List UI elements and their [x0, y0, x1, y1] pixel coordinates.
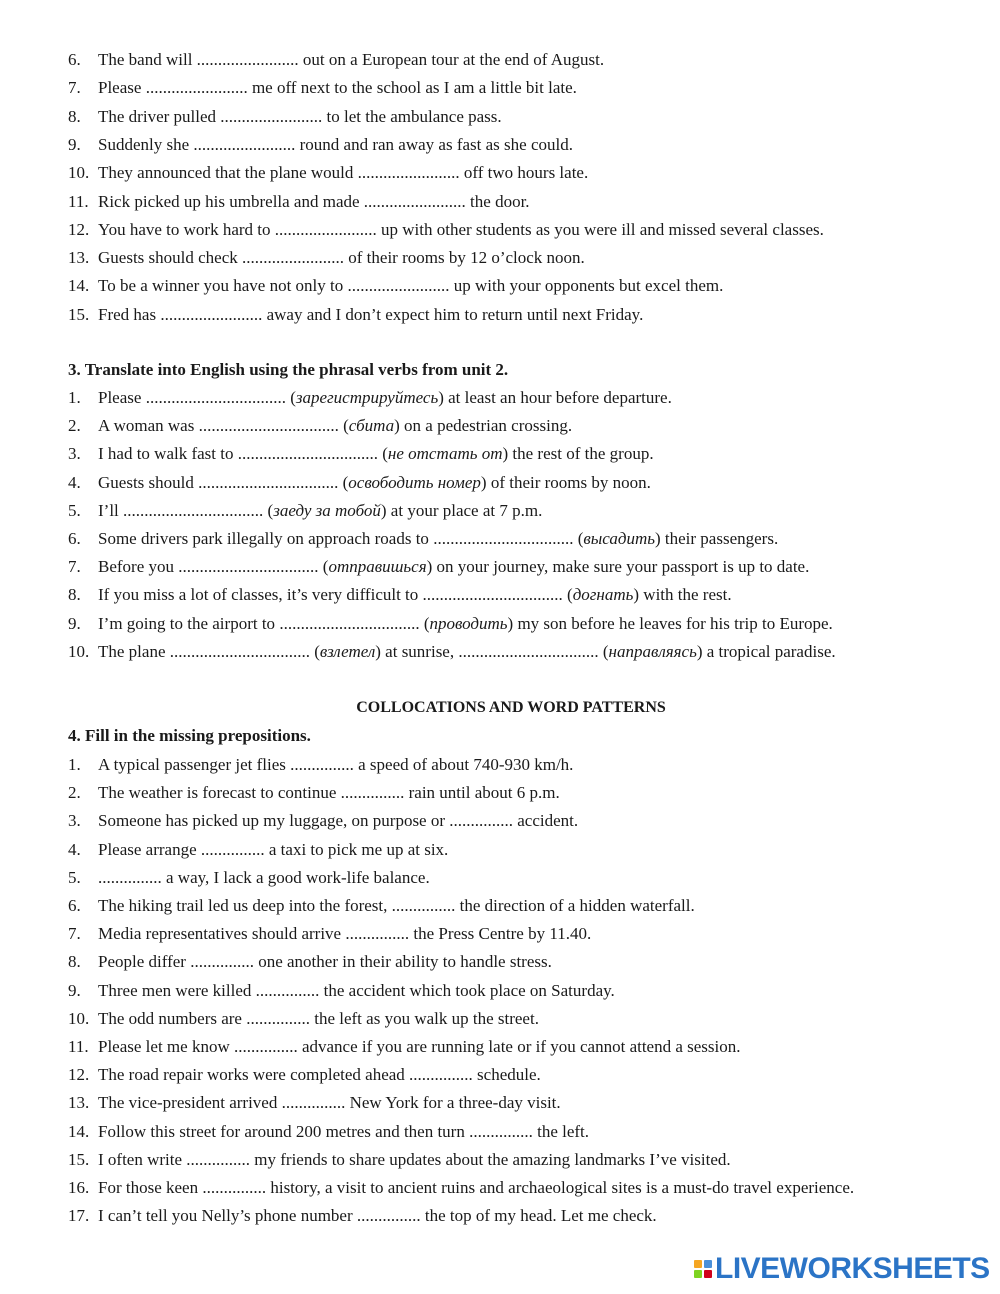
sentence-end: the door.: [465, 191, 530, 211]
russian-hint: отправишься: [328, 557, 427, 577]
sentence-start: A typical passenger jet flies: [98, 755, 291, 774]
item-number: 4.: [68, 839, 81, 859]
sentence-end: away and I don’t expect him to return until next Friday.: [262, 304, 644, 324]
item-text: [98, 1007, 539, 1031]
item-number: 5.: [68, 867, 81, 887]
sentence-start: Please let me know: [98, 1037, 234, 1056]
russian-hint: сбита: [348, 416, 395, 436]
list-item: [68, 48, 970, 72]
answer-blank[interactable]: ...............: [281, 1093, 346, 1113]
list-item: [68, 190, 970, 214]
sentence-end: ) of their rooms by noon.: [480, 472, 651, 492]
item-text: [98, 922, 591, 946]
answer-blank[interactable]: ........................: [274, 219, 377, 239]
list-item: [68, 979, 970, 1003]
list-item: [68, 527, 970, 551]
answer-blank[interactable]: ...............: [290, 755, 354, 774]
list-item: [68, 1176, 970, 1200]
sentence-end: history, a visit to ancient ruins and archaeological sites is a must-do travel experience.: [266, 1178, 855, 1197]
answer-blank[interactable]: ................................. (: [145, 388, 296, 407]
sentence-end: the top of my head. Let me check.: [420, 1206, 657, 1226]
sentence-middle: ) at sunrise,: [375, 641, 459, 661]
list-item: [68, 640, 970, 664]
list-item: [68, 386, 970, 410]
item-number: 6.: [68, 896, 81, 915]
item-number: 12.: [68, 1065, 90, 1085]
item-text: [98, 866, 430, 890]
answer-blank[interactable]: ........................: [357, 163, 460, 183]
russian-hint: освободить номер: [348, 472, 481, 492]
item-text: [98, 979, 615, 1003]
item-number: 7.: [68, 78, 81, 98]
sentence-end: New York for a three-day visit.: [345, 1093, 561, 1113]
answer-blank[interactable]: ........................: [160, 304, 263, 324]
list-item: [68, 1091, 970, 1115]
item-number: 13.: [68, 248, 90, 268]
exercise-4-title: 4. Fill in the missing prepositions.: [68, 726, 311, 745]
sentence-end: ) my son before he leaves for his trip to Europe.: [507, 613, 833, 633]
answer-blank[interactable]: ...............: [391, 896, 456, 915]
sentence-start: The road repair works were completed ahead: [98, 1065, 410, 1085]
answer-blank[interactable]: ........................: [242, 248, 345, 268]
list-item: [68, 303, 970, 327]
item-text: [98, 527, 778, 551]
item-number: 14.: [68, 1121, 90, 1141]
answer-blank[interactable]: ...............: [255, 980, 320, 1000]
sentence-start: I can’t tell you Nelly’s phone number: [98, 1206, 357, 1226]
sentence-end: rain until about 6 p.m.: [404, 783, 560, 803]
answer-blank[interactable]: ...............: [98, 867, 162, 887]
sentence-end: schedule.: [472, 1065, 541, 1085]
sentence-start: The vice-president arrived: [98, 1093, 282, 1113]
item-text: [98, 1148, 731, 1172]
item-number: 3.: [68, 811, 81, 831]
list-item: [68, 866, 970, 890]
item-text: [98, 161, 588, 185]
list-item: [68, 612, 970, 636]
sentence-end: the Press Centre by 11.40.: [409, 924, 592, 944]
answer-blank[interactable]: ...............: [246, 1008, 310, 1028]
item-number: 17.: [68, 1206, 90, 1226]
sentence-end: of their rooms by 12 o’clock noon.: [344, 248, 585, 268]
logo-blocks-icon: [694, 1260, 712, 1278]
sentence-end: ) their passengers.: [654, 529, 779, 548]
list-item: [68, 471, 970, 495]
sentence-end: ) at your place at 7 p.m.: [380, 500, 543, 520]
list-item: [68, 1148, 970, 1172]
sentence-start: Follow this street for around 200 metres and then turn: [98, 1121, 470, 1141]
list-item: [68, 950, 970, 974]
answer-blank[interactable]: ................................. (: [433, 529, 584, 548]
sentence-start: The plane: [98, 641, 170, 661]
item-text: [98, 105, 502, 129]
answer-blank[interactable]: ........................: [363, 191, 466, 211]
item-number: 16.: [68, 1178, 90, 1197]
sentence-end: a taxi to pick me up at six.: [264, 839, 449, 859]
item-text: [98, 246, 585, 270]
item-text: [98, 1120, 589, 1144]
item-text: [98, 894, 695, 918]
list-item: [68, 161, 970, 185]
sentence-end: ) at least an hour before departure.: [438, 388, 672, 407]
item-text: [98, 386, 672, 410]
answer-blank[interactable]: ................................. (: [279, 613, 430, 633]
list-item: [68, 838, 970, 862]
answer-blank[interactable]: ........................: [196, 50, 299, 69]
item-text: [98, 555, 809, 579]
item-text: [98, 48, 604, 72]
list-item: [68, 1007, 970, 1031]
item-number: 11.: [68, 1037, 89, 1056]
answer-blank[interactable]: ........................: [145, 78, 248, 98]
item-text: [98, 303, 643, 327]
item-number: 12.: [68, 219, 90, 239]
list-item: [68, 218, 970, 242]
sentence-start: People differ: [98, 952, 191, 972]
sentence-end: ) with the rest.: [633, 585, 732, 605]
item-text: [98, 499, 542, 523]
answer-blank[interactable]: ...............: [202, 1178, 267, 1197]
answer-blank[interactable]: ................................. (: [169, 641, 320, 661]
collocations-header: COLLOCATIONS AND WORD PATTERNS: [356, 699, 666, 716]
sentence-end: one another in their ability to handle stress.: [253, 952, 552, 972]
item-number: 1.: [68, 755, 81, 774]
item-text: [98, 838, 448, 862]
answer-blank[interactable]: ...............: [200, 839, 265, 859]
sentence-end: me off next to the school as I am a little bit late.: [247, 78, 577, 98]
sentence-start: I’m going to the airport to: [98, 613, 280, 633]
list-item: [68, 133, 970, 157]
sentence-start: For those keen: [98, 1178, 203, 1197]
item-number: 11.: [68, 191, 89, 211]
sentence-start: The driver pulled: [98, 106, 221, 126]
sentence-end: a way, I lack a good work-life balance.: [161, 867, 430, 887]
answer-blank[interactable]: ...............: [449, 811, 514, 831]
answer-blank[interactable]: ................................. (: [123, 500, 274, 520]
sentence-start: Guests should check: [98, 248, 243, 268]
list-item: [68, 76, 970, 100]
item-number: 10.: [68, 163, 90, 183]
sentence-end: ) on a pedestrian crossing.: [394, 416, 573, 436]
answer-blank[interactable]: ........................: [220, 106, 323, 126]
sentence-start: Media representatives should arrive: [98, 924, 346, 944]
sentence-start: The weather is forecast to continue: [98, 783, 341, 803]
sentence-end: round and ran away as fast as she could.: [295, 134, 573, 154]
answer-blank[interactable]: ...............: [345, 924, 410, 944]
sentence-start: Suddenly she: [98, 134, 194, 154]
sentence-start: Rick picked up his umbrella and made: [98, 191, 364, 211]
item-text: [98, 781, 560, 805]
item-number: 6.: [68, 529, 81, 548]
answer-blank[interactable]: ................................. (: [198, 472, 349, 492]
answer-blank[interactable]: ................................. (: [458, 641, 609, 661]
item-number: 10.: [68, 1008, 90, 1028]
sentence-start: The odd numbers are: [98, 1008, 247, 1028]
sentence-start: I’ll: [98, 500, 124, 520]
sentence-end: my friends to share updates about the amazing landmarks I’ve visited.: [250, 1149, 731, 1169]
item-text: [98, 274, 723, 298]
item-text: [98, 1063, 541, 1087]
list-item: [68, 105, 970, 129]
sentence-start: If you miss a lot of classes, it’s very difficult to: [98, 585, 423, 605]
sentence-end: ) on your journey, make sure your passport is up to date.: [426, 557, 810, 577]
russian-hint: догнать: [572, 585, 634, 605]
sentence-end: accident.: [513, 811, 579, 831]
russian-hint: не отстать от: [387, 444, 503, 464]
list-item: [68, 894, 970, 918]
sentence-start: Before you: [98, 557, 179, 577]
item-number: 9.: [68, 980, 81, 1000]
item-text: [98, 809, 578, 833]
list-item: [68, 1035, 970, 1059]
sentence-end: out on a European tour at the end of August.: [298, 50, 605, 69]
answer-blank[interactable]: ................................. (: [422, 585, 573, 605]
sentence-end: off two hours late.: [459, 163, 589, 183]
sentence-start: To be a winner you have not only to: [98, 276, 348, 296]
item-text: [98, 414, 572, 438]
item-text: [98, 190, 530, 214]
list-item: [68, 1120, 970, 1144]
sentence-end: the left.: [532, 1121, 590, 1141]
russian-hint: зарегистрируйтесь: [295, 388, 439, 407]
russian-hint: заеду за тобой: [273, 500, 381, 520]
exercise-3-title: 3. Translate into English using the phrasal verbs from unit 2.: [68, 360, 509, 379]
item-text: [98, 753, 573, 777]
sentence-start: Someone has picked up my luggage, on purpose or: [98, 811, 450, 831]
answer-blank[interactable]: ...............: [186, 1149, 251, 1169]
sentence-start: Guests should: [98, 472, 199, 492]
russian-hint: взлетел: [319, 641, 376, 661]
item-text: [98, 442, 654, 466]
sentence-end: ) a tropical paradise.: [696, 641, 836, 661]
item-number: 6.: [68, 50, 81, 69]
item-number: 8.: [68, 952, 81, 972]
sentence-start: Fred has: [98, 304, 161, 324]
answer-blank[interactable]: ...............: [409, 1065, 473, 1085]
item-number: 4.: [68, 472, 81, 492]
sentence-end: a speed of about 740-930 km/h.: [353, 755, 574, 774]
answer-blank[interactable]: ........................: [193, 134, 296, 154]
sentence-start: Some drivers park illegally on approach roads to: [98, 529, 434, 548]
item-number: 15.: [68, 304, 90, 324]
item-number: 15.: [68, 1149, 90, 1169]
item-number: 3.: [68, 444, 81, 464]
item-number: 13.: [68, 1093, 90, 1113]
item-text: [98, 133, 573, 157]
sentence-start: The hiking trail led us deep into the forest,: [98, 896, 392, 915]
item-text: [98, 218, 824, 242]
sentence-end: ) the rest of the group.: [502, 444, 654, 464]
sentence-start: Please arrange: [98, 839, 201, 859]
item-number: 9.: [68, 613, 81, 633]
logo-text: LIVEWORKSHEETS: [715, 1252, 990, 1285]
item-number: 9.: [68, 134, 81, 154]
item-number: 8.: [68, 585, 81, 605]
answer-blank[interactable]: ...............: [190, 952, 254, 972]
answer-blank[interactable]: ................................. (: [178, 557, 329, 577]
answer-blank[interactable]: ........................: [347, 276, 450, 296]
sentence-start: Please: [98, 78, 146, 98]
list-item: [68, 1204, 970, 1228]
sentence-start: A woman was: [98, 416, 199, 436]
sentence-end: up with your opponents but excel them.: [449, 276, 724, 296]
item-number: 2.: [68, 416, 81, 436]
item-number: 5.: [68, 500, 81, 520]
sentence-end: advance if you are running late or if you cannot attend a session.: [297, 1037, 741, 1056]
sentence-start: The band will: [98, 50, 197, 69]
item-number: 1.: [68, 388, 81, 407]
liveworksheets-logo[interactable]: [694, 1252, 990, 1286]
sentence-start: You have to work hard to: [98, 219, 275, 239]
item-number: 8.: [68, 106, 81, 126]
russian-hint: проводить: [429, 613, 508, 633]
russian-hint: направляясь: [608, 641, 697, 661]
sentence-start: Three men were killed: [98, 980, 256, 1000]
list-item: [68, 274, 970, 298]
item-text: [98, 1176, 854, 1200]
list-item: [68, 246, 970, 270]
sentence-end: the left as you walk up the street.: [309, 1008, 539, 1028]
list-item: [68, 922, 970, 946]
sentence-end: up with other students as you were ill and missed several classes.: [376, 219, 824, 239]
sentence-end: to let the ambulance pass.: [322, 106, 502, 126]
item-text: [98, 1204, 657, 1228]
sentence-end: the accident which took place on Saturday.: [319, 980, 615, 1000]
answer-blank[interactable]: ...............: [356, 1206, 421, 1226]
item-text: [98, 612, 833, 636]
list-item: [68, 583, 970, 607]
item-number: 7.: [68, 557, 81, 577]
item-text: [98, 583, 732, 607]
list-item: [68, 499, 970, 523]
sentence-start: I had to walk fast to: [98, 444, 238, 464]
answer-blank[interactable]: ...............: [233, 1037, 298, 1056]
answer-blank[interactable]: ...............: [340, 783, 405, 803]
item-number: 10.: [68, 641, 90, 661]
list-item: [68, 1063, 970, 1087]
list-item: [68, 753, 970, 777]
sentence-start: They announced that the plane would: [98, 163, 358, 183]
sentence-start: Please: [98, 388, 146, 407]
sentence-start: I often write: [98, 1149, 187, 1169]
list-item: [68, 555, 970, 579]
list-item: [68, 809, 970, 833]
item-number: 14.: [68, 276, 90, 296]
list-item: [68, 781, 970, 805]
item-text: [98, 76, 577, 100]
item-text: [98, 471, 651, 495]
item-number: 2.: [68, 783, 81, 803]
item-text: [98, 950, 552, 974]
answer-blank[interactable]: ...............: [469, 1121, 533, 1141]
answer-blank[interactable]: ................................. (: [237, 444, 388, 464]
item-text: [98, 640, 836, 664]
item-text: [98, 1035, 741, 1059]
item-text: [98, 1091, 561, 1115]
list-item: [68, 414, 970, 438]
sentence-end: the direction of a hidden waterfall.: [455, 896, 695, 915]
list-item: [68, 442, 970, 466]
russian-hint: высадить: [583, 529, 655, 548]
answer-blank[interactable]: ................................. (: [198, 416, 349, 436]
item-number: 7.: [68, 924, 81, 944]
